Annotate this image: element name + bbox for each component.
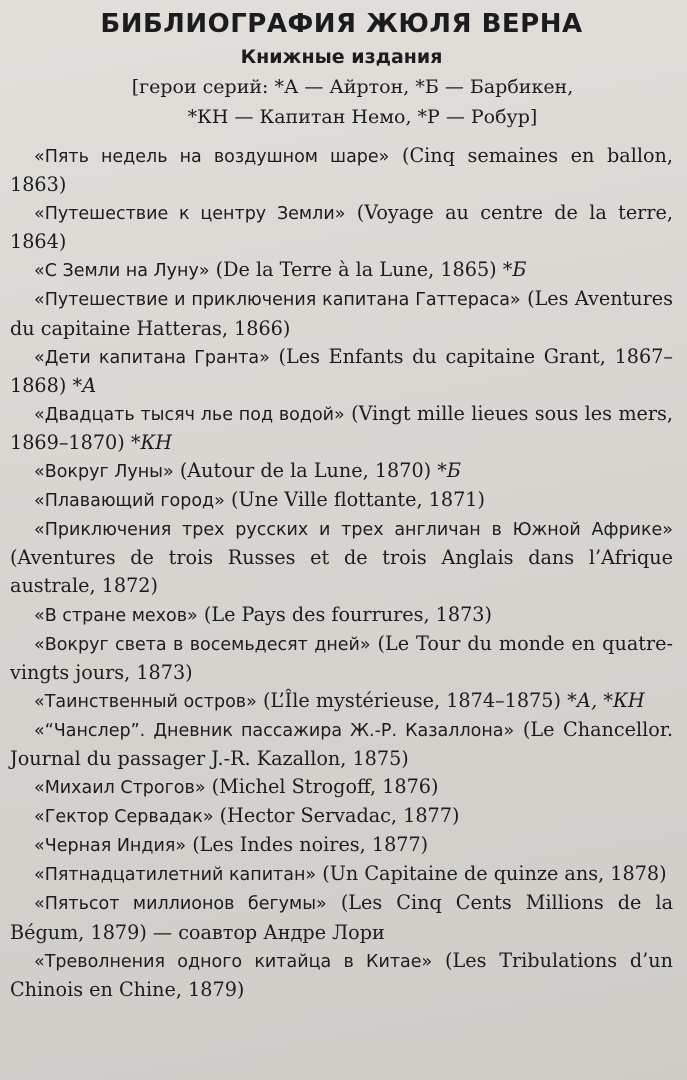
russian-title: «Гектор Сервадак»	[34, 807, 214, 828]
russian-title: «Таинственный остров»	[34, 691, 257, 712]
russian-title: «Михаил Строгов»	[34, 778, 206, 799]
original-title: (Les Tribulations d’un Chinois en Chine, 1879)	[10, 948, 673, 1001]
russian-title: «Черная Индия»	[34, 836, 187, 857]
original-title: (De la Terre à la Lune, 1865)	[215, 258, 497, 282]
russian-title: «Дети капитана Гранта»	[34, 347, 270, 368]
original-title: (Cinq semaines en ballon, 1863)	[10, 144, 673, 197]
list-item	[10, 457, 673, 486]
list-item	[10, 285, 673, 342]
russian-title: «Пятьсот миллионов бегумы»	[34, 894, 327, 915]
russian-title: «Приключения трех русских и трех англичан в Южной Африке»	[34, 520, 673, 541]
original-title: (Un Capitaine de quinze ans, 1878)	[322, 862, 667, 886]
list-item	[10, 860, 673, 889]
original-title: (Le Chancellor. Journal du passager J.-R. Kazallon, 1875)	[10, 717, 673, 770]
russian-title: «Пять недель на воздушном шаре»	[34, 147, 390, 167]
original-title: (Les Indes noires, 1877)	[192, 833, 429, 857]
russian-title: «“Чанслер”. Дневник пассажира Ж.-Р. Казаллона»	[34, 720, 515, 741]
legend-line-1: [герои серий: *А — Айртон, *Б — Барбикен,	[131, 76, 574, 98]
original-title: (Les Enfants du capitaine Grant, 1867–1868)	[10, 344, 673, 397]
original-title: (Vingt mille lieues sous les mers, 1869–1870)	[10, 401, 673, 454]
original-title: (Une Ville flottante, 1871)	[230, 488, 485, 512]
list-item	[10, 343, 673, 400]
original-title: (Hector Servadac, 1877)	[219, 804, 460, 828]
russian-title: «В стране мехов»	[34, 605, 198, 626]
list-item	[10, 400, 673, 457]
russian-title: «Плавающий город»	[34, 491, 225, 512]
russian-title: «Пятнадцатилетний капитан»	[34, 865, 317, 886]
legend-line-2: *КН — Капитан Немо, *Р — Робур]	[187, 106, 538, 128]
section-subtitle: Книжные издания	[240, 46, 443, 68]
page-title: БИБЛИОГРАФИЯ ЖЮЛЯ ВЕРНА	[100, 9, 583, 39]
russian-title: «Путешествие к центру Земли»	[34, 204, 346, 225]
original-title: (Les Cinq Cents Millions de la Bégum, 1879) — соавтор Андре Лори	[10, 891, 674, 944]
original-title: (Voyage au centre de la terre, 1864)	[10, 201, 673, 254]
original-title: (Autour de la Lune, 1870)	[179, 459, 432, 483]
list-item	[10, 947, 673, 1004]
list-item	[10, 601, 673, 630]
list-item	[10, 831, 673, 860]
series-marker: *КН	[130, 430, 173, 454]
russian-title: «Двадцать тысяч лье под водой»	[34, 404, 345, 425]
russian-title: «Вокруг Луны»	[34, 462, 174, 483]
bibliography-list	[10, 142, 673, 1004]
list-item	[10, 630, 673, 687]
series-marker: *Б	[502, 258, 527, 282]
series-marker: *А	[72, 373, 97, 397]
russian-title: «Вокруг света в восемьдесят дней»	[34, 634, 371, 655]
list-item	[10, 889, 673, 946]
list-item	[10, 773, 673, 802]
original-title: (Michel Strogoff, 1876)	[211, 775, 439, 799]
list-item	[10, 687, 673, 716]
original-title: (Aventures de trois Russes et de trois Anglais dans l’Afrique australe, 1872)	[10, 546, 673, 598]
series-marker: *Б	[437, 459, 461, 483]
russian-title: «Треволнения одного китайца в Китае»	[34, 951, 433, 972]
list-item	[10, 515, 673, 600]
list-item	[10, 199, 673, 256]
russian-title: «Путешествие и приключения капитана Гаттераса»	[34, 290, 521, 311]
original-title: (L’Île mystérieuse, 1874–1875)	[262, 688, 561, 712]
series-marker: *А, *КН	[567, 688, 645, 712]
list-item	[10, 802, 673, 831]
list-item	[10, 256, 673, 285]
list-item	[10, 716, 673, 773]
series-legend	[10, 72, 673, 132]
list-item	[10, 142, 673, 199]
original-title: (Le Pays des fourrures, 1873)	[203, 602, 492, 626]
russian-title: «С Земли на Луну»	[34, 261, 210, 282]
list-item	[10, 486, 673, 515]
original-title: (Les Aventures du capitaine Hatteras, 1866)	[10, 287, 674, 340]
original-title: (Le Tour du monde en quatre-vingts jours, 1873)	[10, 631, 673, 684]
